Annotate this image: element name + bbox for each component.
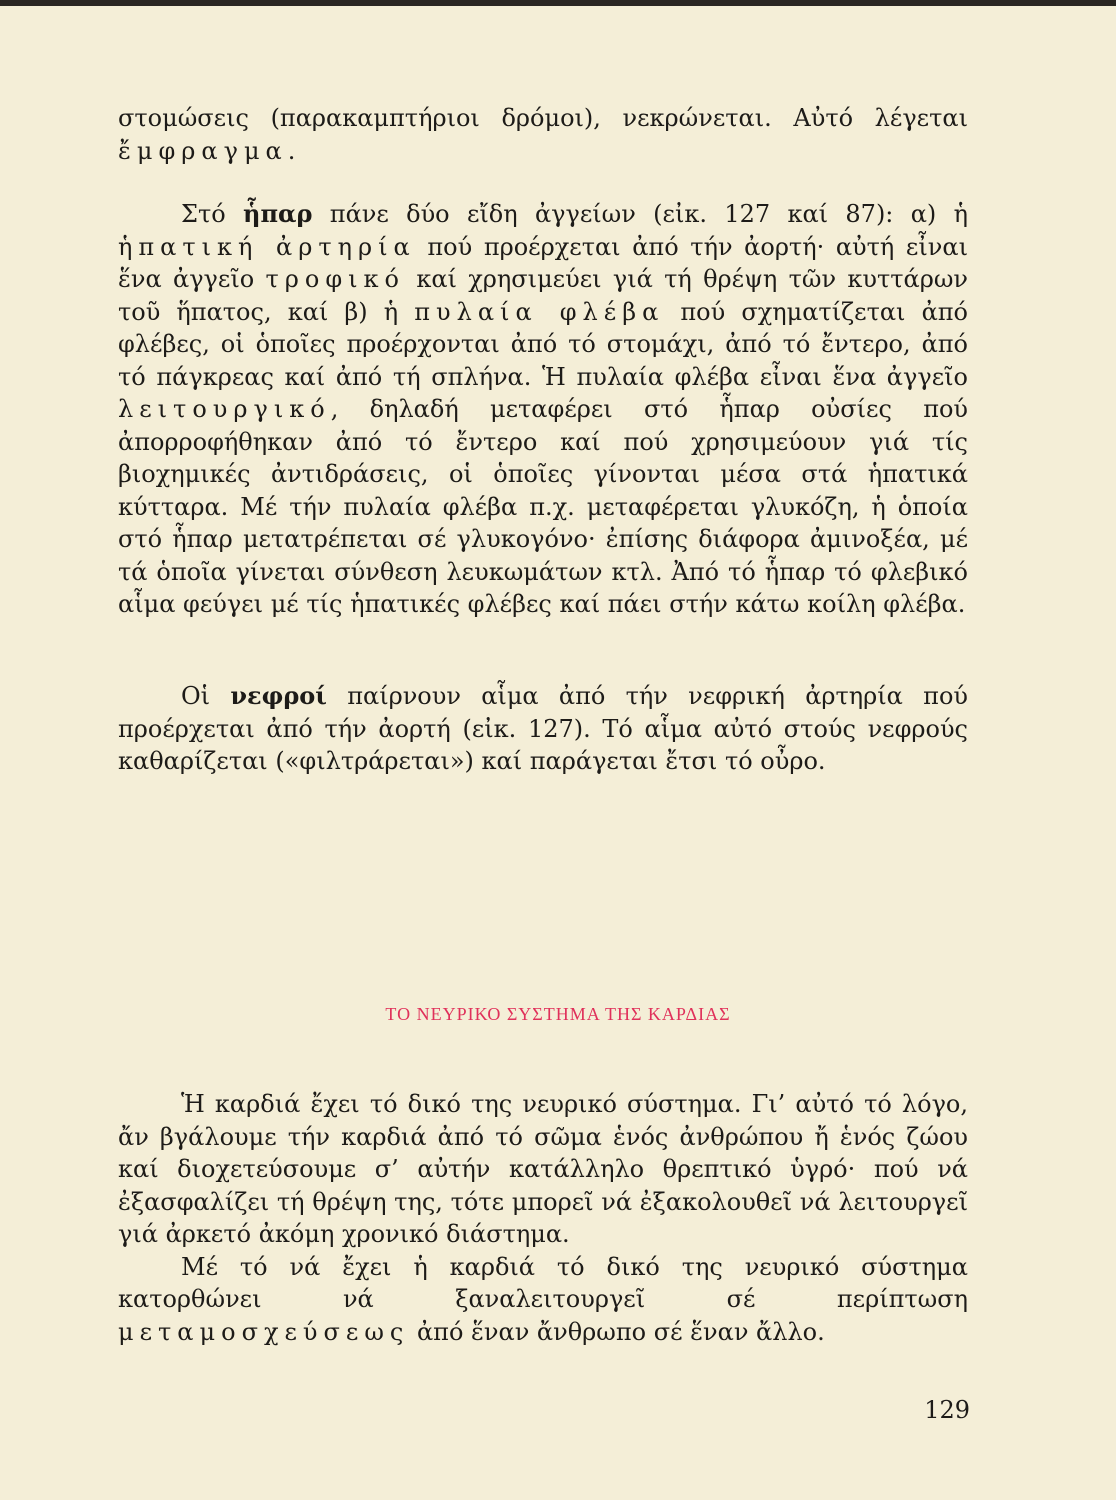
text-segment: ἀπό ἕναν ἄνθρωπο σέ ἕναν ἄλλο.: [409, 1317, 825, 1346]
paragraph-text: στομώσεις (παρακαμπτήριοι δρόμοι), νεκρώνεται. Αὐτό λέγεται: [118, 104, 968, 132]
text-segment: , δηλαδή μεταφέρει στό ἧπαρ οὐσίες πού ἀπορροφήθηκαν ἀπό τό ἔντερο καί πού χρησιμεύουν γιά τίς βιοχημικές ἀντιδράσεις, οἱ ὁποῖες γίνονται μέσα στά ἡπατικά κύτταρα. Μέ τήν πυλαία φλέβα π.χ. μεταφέρεται γλυκόζη, ἡ ὁποία στό ἧπαρ μετατρέπεται σέ γλυκογόνο· ἐπίσης διάφορα ἀμινοξέα, μέ τά ὁποῖα γίνεται σύνθεση λευκωμάτων κτλ. Ἀπό τό ἧπαρ τό φλεβικό αἷμα φεύγει μέ τίς ἡπατικές φλέβες καί πάει στήν κάτω κοίλη φλέβα.: [118, 395, 968, 618]
paragraph-kidneys: [118, 680, 968, 778]
term-liver: ἧπαρ: [243, 199, 313, 228]
paragraph-liver: [118, 198, 968, 621]
text-segment: πάνε δύο εἴδη ἀγγείων (εἰκ. 127 καί 87): α) ἡ: [312, 200, 968, 228]
term-infarct: ἔμφραγμα.: [118, 136, 302, 165]
text-segment: καί χρησιμεύει γιά τή θρέψη τῶν κυττάρων τοῦ ἥπατος, καί β) ἡ: [118, 265, 968, 326]
section-heading: ΤΟ ΝΕΥΡΙΚΟ ΣΥΣΤΗΜΑ ΤΗΣ ΚΑΡΔΙΑΣ: [385, 1004, 731, 1024]
paragraph-heart-nervous-system: Ἡ καρδιά ἔχει τό δικό της νευρικό σύστημα. Γι’ αὐτό τό λόγο, ἄν βγάλουμε τήν καρδιά ἀπό τό σῶμα ἑνός ἀνθρώπου ἤ ἑνός ζώου καί διοχετεύσουμε σ’ αὐτήν κατάλληλο θρεπτικό ὑγρό· πού νά ἐξασφαλίζει τή θρέψη της, τότε μπορεῖ νά ἐξακολουθεῖ νά λειτουργεῖ γιά ἀρκετό ἀκόμη χρονικό διάστημα.: [118, 1090, 968, 1248]
term-kidneys: νεφροί: [230, 681, 327, 710]
term-trophic: τροφικό: [265, 265, 405, 293]
text-segment: Μέ τό νά ἔχει ἡ καρδιά τό δικό της νευρικό σύστημα κατορθώνει νά ξαναλειτουργεῖ σέ περίπτωση: [118, 1252, 968, 1313]
term-functional: λειτουργικό: [118, 395, 331, 423]
paragraph-transplant: [118, 1251, 968, 1349]
term-hepatic-artery: ἡπατική ἀρτηρία: [118, 232, 416, 261]
term-portal-vein: πυλαία φλέβα: [414, 297, 665, 326]
section-body: [118, 1088, 968, 1348]
text-segment: Οἱ: [181, 682, 231, 710]
text-segment: παίρνουν αἷμα ἀπό τήν νεφρική ἀρτηρία πού προέρχεται ἀπό τήν ἀορτή (εἰκ. 127). Τό αἷμα αὐτό στούς νεφρούς καθαρίζεται («φιλτράρεται») καί παράγεται ἔτσι τό οὖρο.: [118, 682, 968, 775]
term-transplantation: μεταμοσχεύσεως: [118, 1317, 410, 1346]
text-segment: πού σχηματίζεται ἀπό φλέβες, οἱ ὁποῖες προέρχονται ἀπό τό στομάχι, ἀπό τό ἔντερο, ἀπό τό πάγκρεας καί ἀπό τή σπλήνα. Ἡ πυλαία φλέβα εἶναι ἕνα ἀγγεῖο: [118, 297, 968, 391]
text-segment: Στό: [181, 200, 244, 228]
page-number: 129: [924, 1396, 970, 1424]
paragraph-infarction: [118, 102, 968, 167]
scan-border: [0, 0, 1116, 6]
text-segment: πού προέρχεται ἀπό τήν ἀορτή· αὐτή εἶναι ἕνα ἀγγεῖο: [118, 232, 968, 293]
